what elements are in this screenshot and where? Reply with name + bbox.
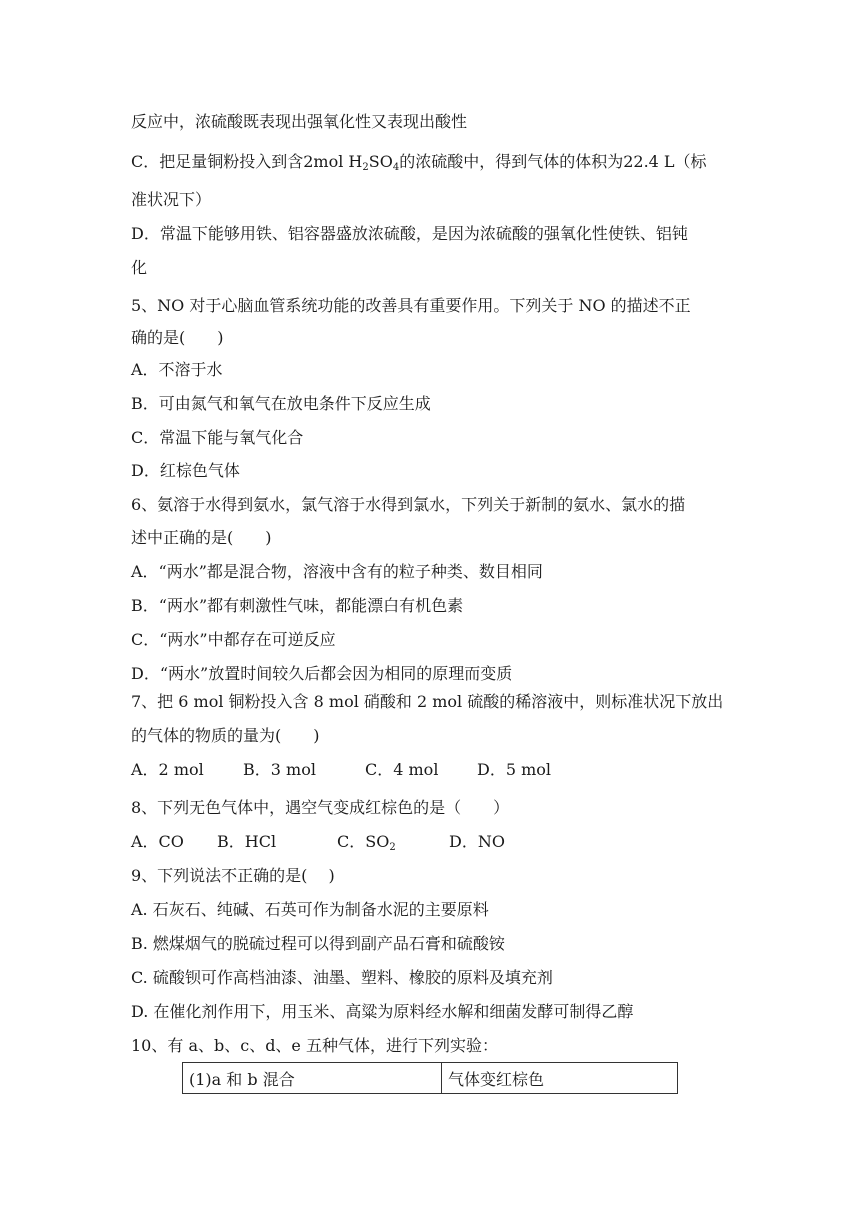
- q4-c-text-3: 的浓硫酸中，得到气体的体积为22.4 L（标: [399, 152, 707, 171]
- q9-stem: 9、下列说法不正确的是( ): [131, 866, 335, 885]
- q5-stem-cont: 确的是( ): [131, 328, 224, 347]
- q5-option-c: C．常温下能与氧气化合: [131, 428, 304, 447]
- q8-option-b: B．HCl: [217, 832, 277, 851]
- q7-option-a: A．2 mol: [131, 760, 204, 779]
- table-row: [183, 1063, 678, 1094]
- q9-option-b: B. 燃煤烟气的脱硫过程可以得到副产品石膏和硫酸铵: [131, 934, 505, 953]
- q6-option-c: C．“两水”中都存在可逆反应: [131, 630, 336, 649]
- q5-option-a: A．不溶于水: [131, 360, 223, 379]
- q6-stem: 6、氨溶于水得到氨水，氯气溶于水得到氯水，下列关于新制的氨水、氯水的描: [131, 495, 686, 514]
- q8-option-a: A．CO: [131, 832, 184, 851]
- q7-option-d: D．5 mol: [477, 760, 552, 779]
- q8-option-d: D．NO: [449, 832, 505, 851]
- q5-option-b: B．可由氮气和氧气在放电条件下反应生成: [131, 394, 431, 413]
- q8-option-c: [337, 832, 449, 852]
- q4-option-d: D．常温下能够用铁、铝容器盛放浓硫酸，是因为浓硫酸的强氧化性使铁、铝钝: [131, 224, 688, 243]
- q7-stem: 7、把 6 mol 铜粉投入含 8 mol 硝酸和 2 mol 硫酸的稀溶液中，则标准状况下放出: [131, 692, 724, 711]
- q5-option-d: D．红棕色气体: [131, 461, 240, 480]
- q10-stem: 10、有 a、b、c、d、e 五种气体，进行下列实验：: [131, 1036, 498, 1055]
- q7-stem-cont: 的气体的物质的量为( ): [131, 726, 320, 745]
- q7-options: [131, 760, 551, 780]
- q6-stem-cont: 述中正确的是( ): [131, 528, 272, 547]
- q6-option-a: A．“两水”都是混合物，溶液中含有的粒子种类、数目相同: [131, 562, 543, 581]
- q5-stem: 5、NO 对于心脑血管系统功能的改善具有重要作用。下列关于 NO 的描述不正: [131, 296, 691, 315]
- experiment-result-cell: 气体变红棕色: [442, 1063, 678, 1094]
- q4-option-c: [131, 152, 707, 172]
- q4-c-text-1: C．把足量铜粉投入到含2mol H: [131, 152, 363, 171]
- q6-option-d: D．“两水”放置时间较久后都会因为相同的原理而变质: [131, 664, 513, 683]
- q8-c-text: C．SO: [337, 832, 390, 851]
- q4-tail: 反应中，浓硫酸既表现出强氧化性又表现出酸性: [131, 112, 468, 131]
- q9-option-a: A. 石灰石、纯碱、石英可作为制备水泥的主要原料: [131, 900, 489, 919]
- q6-option-b: B．“两水”都有刺激性气味，都能漂白有机色素: [131, 596, 464, 615]
- q8-c-sub: 2: [389, 842, 396, 853]
- q8-options: [131, 832, 505, 852]
- q7-option-b: B．3 mol: [243, 760, 316, 779]
- q4-c-sub-2: 4: [392, 162, 400, 173]
- q4-option-c-cont: 准状况下）: [131, 190, 212, 209]
- q9-option-d: D. 在催化剂作用下，用玉米、高粱为原料经水解和细菌发酵可制得乙醇: [131, 1002, 634, 1021]
- q4-c-sub-1: 2: [362, 162, 369, 173]
- q7-option-c: C．4 mol: [365, 760, 439, 779]
- q8-stem: 8、下列无色气体中，遇空气变成红棕色的是（ ）: [131, 798, 510, 817]
- experiment-step-cell: (1)a 和 b 混合: [183, 1063, 442, 1094]
- q4-option-d-cont: 化: [131, 258, 148, 277]
- q9-option-c: C. 硫酸钡可作高档油漆、油墨、塑料、橡胶的原料及填充剂: [131, 968, 553, 987]
- q4-c-text-2: SO: [368, 152, 393, 171]
- q10-experiment-table: [182, 1062, 678, 1094]
